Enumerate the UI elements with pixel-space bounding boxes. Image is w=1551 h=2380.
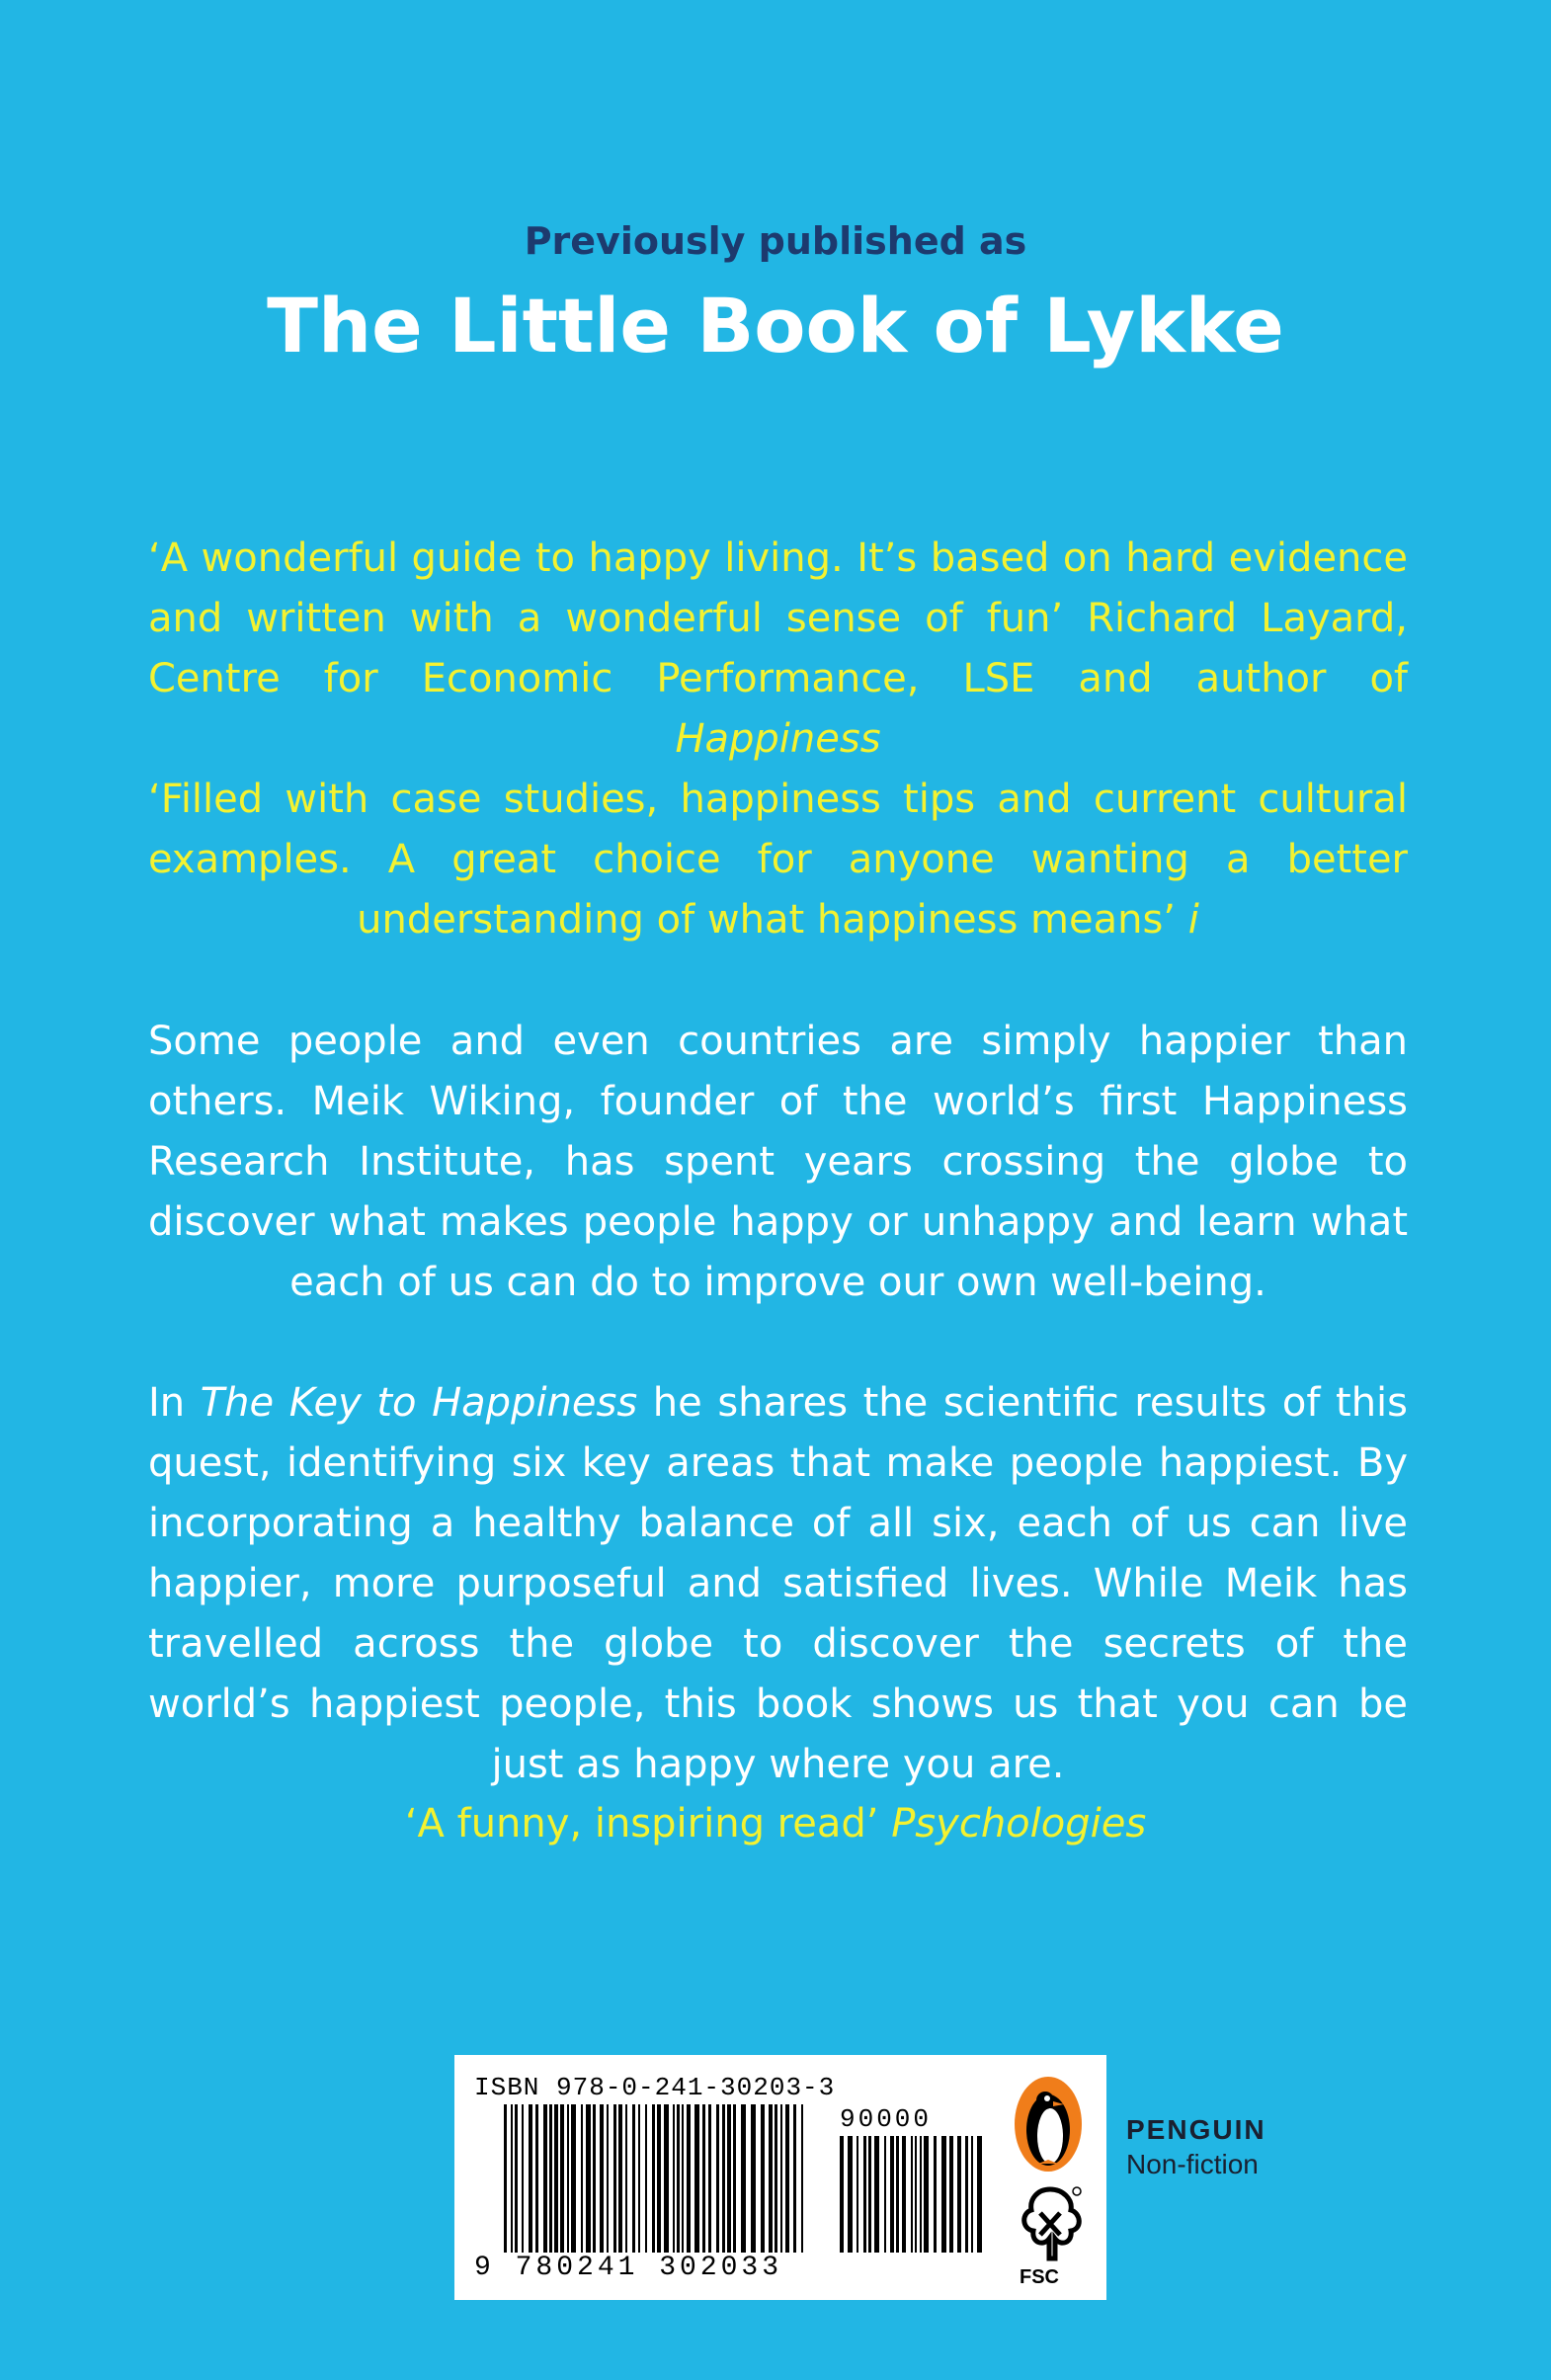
barcode-bar <box>924 2136 929 2253</box>
barcode-bar <box>868 2136 871 2253</box>
barcode-bar <box>775 2104 777 2253</box>
barcode-bar <box>522 2104 524 2253</box>
barcode-bar <box>549 2104 552 2253</box>
barcode-bar <box>560 2104 564 2253</box>
barcode-bar <box>586 2104 591 2253</box>
barcode-bar <box>625 2104 627 2253</box>
barcode-bar <box>657 2104 661 2253</box>
barcode-bar <box>920 2136 922 2253</box>
former-title: The Little Book of Lykke <box>267 282 1284 369</box>
publisher-name: PENGUIN <box>1126 2114 1266 2145</box>
barcode-bar <box>863 2136 866 2253</box>
barcode-bar <box>934 2136 937 2253</box>
barcode-bar <box>965 2136 968 2253</box>
penguin-logo-icon <box>1013 2075 1084 2174</box>
barcode-bar <box>857 2136 858 2253</box>
isbn-label: ISBN 978-0-241-30203-3 <box>474 2073 836 2102</box>
quote-3-source: Psychologies <box>891 1801 1147 1847</box>
barcode-panel <box>454 2055 1106 2300</box>
barcode-bar <box>664 2104 669 2253</box>
barcode-bar <box>896 2136 899 2253</box>
quote-2-text: ‘Filled with case studies, happiness tips and current cultural examples. A great choice for anyone wanting a better understanding of what happiness means’ <box>148 777 1408 943</box>
barcode-bar <box>716 2104 719 2253</box>
barcode-bar <box>543 2104 547 2253</box>
fsc-label: FSC <box>1020 2266 1059 2288</box>
barcode-bar <box>911 2136 913 2253</box>
quote-2-source: i <box>1187 897 1199 943</box>
barcode-bar <box>581 2104 583 2253</box>
barcode-bar <box>613 2104 616 2253</box>
barcode-bar <box>949 2136 953 2253</box>
barcode-bar <box>554 2104 558 2253</box>
barcode-bar <box>727 2104 731 2253</box>
barcode-bar <box>652 2104 655 2253</box>
barcode-bar <box>702 2104 705 2253</box>
barcode-bar <box>571 2104 576 2253</box>
blurb-2-prefix: In <box>148 1380 201 1426</box>
barcode-bar <box>733 2104 736 2253</box>
barcode-bar <box>682 2104 684 2253</box>
barcode-bar <box>915 2136 917 2253</box>
barcode-bar <box>793 2104 796 2253</box>
blurb-paragraph-2 <box>148 1373 1408 1795</box>
barcode-bar <box>632 2104 635 2253</box>
barcode-bar <box>785 2104 789 2253</box>
addon-barcode <box>840 2136 988 2253</box>
barcode-bar <box>722 2104 725 2253</box>
barcode-bar <box>515 2104 518 2253</box>
barcode-bar <box>957 2136 961 2253</box>
review-quote-2 <box>148 770 1408 950</box>
review-quote-3 <box>0 1801 1551 1847</box>
blurb-2-book-title: The Key to Happiness <box>200 1380 638 1426</box>
ean-digits: 9 780241 302033 <box>474 2253 783 2283</box>
fsc-tree-icon <box>1016 2183 1085 2264</box>
barcode-bar <box>645 2104 647 2253</box>
barcode-bar <box>694 2104 699 2253</box>
barcode-bar <box>504 2104 507 2253</box>
barcode-bar <box>848 2136 853 2253</box>
publisher-category: Non-fiction <box>1126 2149 1259 2179</box>
barcode-bar <box>840 2136 844 2253</box>
barcode-bar <box>902 2136 906 2253</box>
barcode-bar <box>567 2104 569 2253</box>
barcode-bar <box>741 2104 746 2253</box>
review-quote-1 <box>148 529 1408 770</box>
barcode-bar <box>638 2104 640 2253</box>
barcode-bar <box>761 2104 765 2253</box>
barcode-bar <box>884 2136 886 2253</box>
barcode-bar <box>971 2136 973 2253</box>
barcode-bar <box>977 2136 982 2253</box>
barcode-bar <box>600 2104 604 2253</box>
barcode-bar <box>687 2104 691 2253</box>
blurb-2-rest: he shares the scientific results of this quest, identifying six key areas that make people happiest. By incorporating a healthy balance of all six, each of us can live happier, more purposeful and satisfied lives. While Meik has travelled across the globe to discover the secrets of the world’s happiest people, this book shows us that you can be just as happy where you are. <box>148 1380 1408 1787</box>
barcode-bar <box>511 2104 513 2253</box>
barcode-bar <box>941 2136 946 2253</box>
barcode-bar <box>751 2104 756 2253</box>
barcode-bar <box>607 2104 609 2253</box>
barcode-bar <box>708 2104 711 2253</box>
barcode-bar <box>618 2104 622 2253</box>
barcode-bar <box>677 2104 680 2253</box>
barcode-bar <box>535 2104 538 2253</box>
quote-1-text: ‘A wonderful guide to happy living. It’s based on hard evidence and written with a wonderful sense of fun’ Richard Layard, Centre for Economic Performance, LSE and author of <box>148 535 1408 701</box>
barcode-bar <box>780 2104 782 2253</box>
barcode-bar <box>874 2136 879 2253</box>
quote-3-text: ‘A funny, inspiring read’ <box>404 1801 892 1847</box>
barcode-bar <box>593 2104 596 2253</box>
barcode-bar <box>673 2104 675 2253</box>
previously-published-label: Previously published as <box>524 219 1027 263</box>
barcode-bar <box>529 2104 532 2253</box>
blurb-paragraph-1: Some people and even countries are simply happier than others. Meik Wiking, founder of the world’s first Happiness Research Institute, has spent years crossing the globe to discover what makes people happy or unhappy and learn what each of us can do to improve our own well-being. <box>148 1019 1408 1305</box>
barcode-bar <box>890 2136 894 2253</box>
barcode-bar <box>801 2104 803 2253</box>
barcode-bar <box>769 2104 773 2253</box>
ean-barcode <box>504 2104 810 2253</box>
price-code: 90000 <box>840 2104 933 2134</box>
quote-1-source: Happiness <box>675 716 881 762</box>
